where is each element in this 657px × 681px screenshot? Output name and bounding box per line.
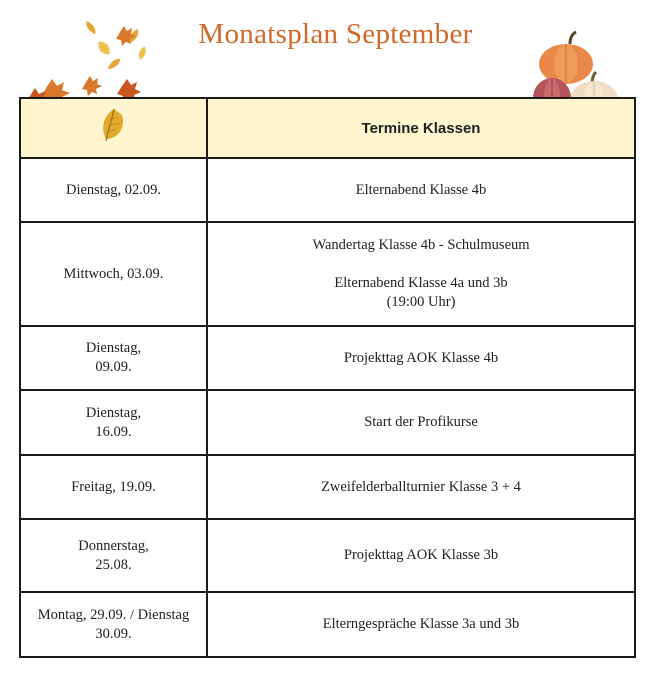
table-row (20, 390, 635, 455)
event-line: Zweifelderballturnier Klasse 3 + 4 (321, 478, 521, 495)
event-cell (207, 455, 635, 519)
event-cell (207, 158, 635, 222)
date-line: 16.09. (95, 423, 132, 440)
event-line: Start der Profikurse (364, 414, 478, 430)
event-line: Projekttag AOK Klasse 3b (343, 547, 499, 563)
date-cell (20, 455, 207, 519)
date-cell (20, 158, 207, 222)
event-line: Elternabend Klasse 4b (355, 181, 487, 198)
event-cell (207, 519, 635, 592)
event-line: Elternabend Klasse 4a und 3b (334, 275, 508, 291)
table-row (20, 455, 635, 519)
yellow-leaf-icon (94, 105, 134, 145)
event-line: Wandertag Klasse 4b - Schulmuseum (312, 237, 530, 253)
date-line: Dienstag, 02.09. (65, 181, 162, 198)
header-termine-klassen: Termine Klassen (207, 98, 635, 158)
date-line: Dienstag, (85, 340, 142, 356)
date-line: Donnerstag, (78, 537, 149, 554)
table-header-row (20, 98, 635, 158)
table-row (20, 222, 635, 326)
date-line: 30.09. (95, 625, 132, 642)
header-leaf-cell (20, 98, 207, 158)
event-cell (207, 326, 635, 390)
date-line: Mittwoch, 03.09. (63, 265, 164, 282)
table-row (20, 519, 635, 592)
date-line: 25.08. (95, 556, 132, 573)
date-line: Freitag, 19.09. (71, 478, 156, 495)
event-cell (207, 592, 635, 657)
spacer (216, 255, 626, 274)
event-line: (19:00 Uhr) (386, 294, 456, 310)
date-cell (20, 592, 207, 657)
event-line: Elterngespräche Klasse 3a und 3b (322, 616, 520, 632)
date-line: 09.09. (95, 359, 132, 375)
date-cell (20, 326, 207, 390)
page-title: Monatsplan September (198, 18, 473, 50)
date-cell (20, 390, 207, 455)
schedule-table (19, 97, 636, 658)
date-cell (20, 222, 207, 326)
date-cell (20, 519, 207, 592)
date-line: Montag, 29.09. / Dienstag (37, 606, 190, 623)
event-cell (207, 222, 635, 326)
table-row (20, 158, 635, 222)
table-row (20, 592, 635, 657)
table-row (20, 326, 635, 390)
event-cell (207, 390, 635, 455)
event-line: Projekttag AOK Klasse 4b (343, 349, 499, 366)
date-line: Dienstag, (85, 404, 142, 421)
